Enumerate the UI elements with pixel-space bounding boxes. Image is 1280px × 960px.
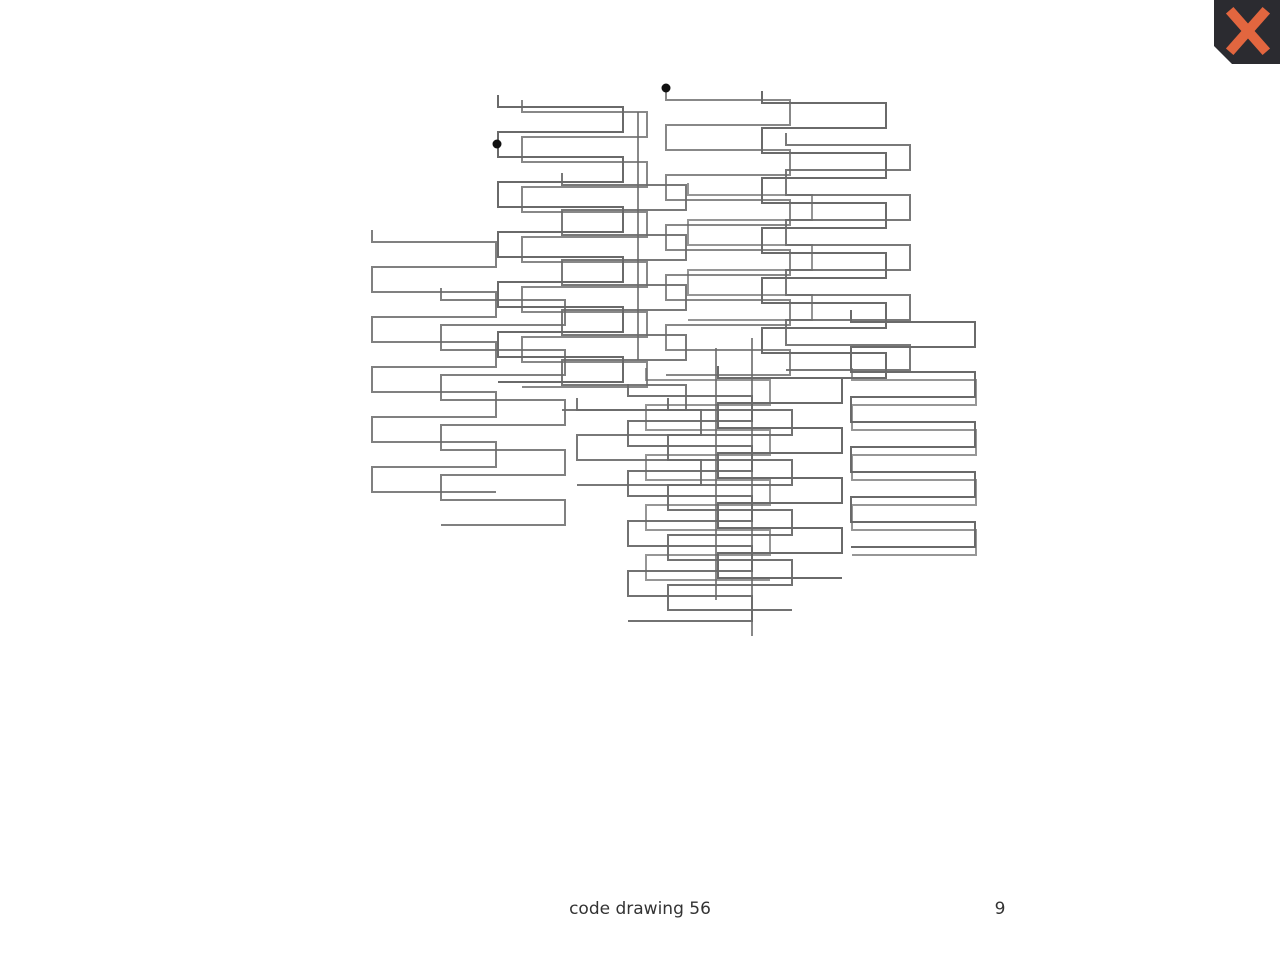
meander-path (522, 100, 647, 387)
meander-path (762, 91, 886, 378)
meander-path (786, 133, 910, 370)
meander-path (666, 88, 790, 375)
close-button-shape (1214, 0, 1280, 64)
meander-path (372, 230, 496, 492)
drawing-title: code drawing 56 (569, 899, 711, 919)
close-button[interactable] (1214, 0, 1280, 64)
start-dot (493, 140, 502, 149)
meander-path (441, 288, 565, 525)
start-dot (662, 84, 671, 93)
meander-path (498, 95, 623, 382)
drawing-lines (372, 88, 976, 636)
drawing-start-dots (493, 84, 671, 149)
page-number: 9 (994, 899, 1006, 919)
